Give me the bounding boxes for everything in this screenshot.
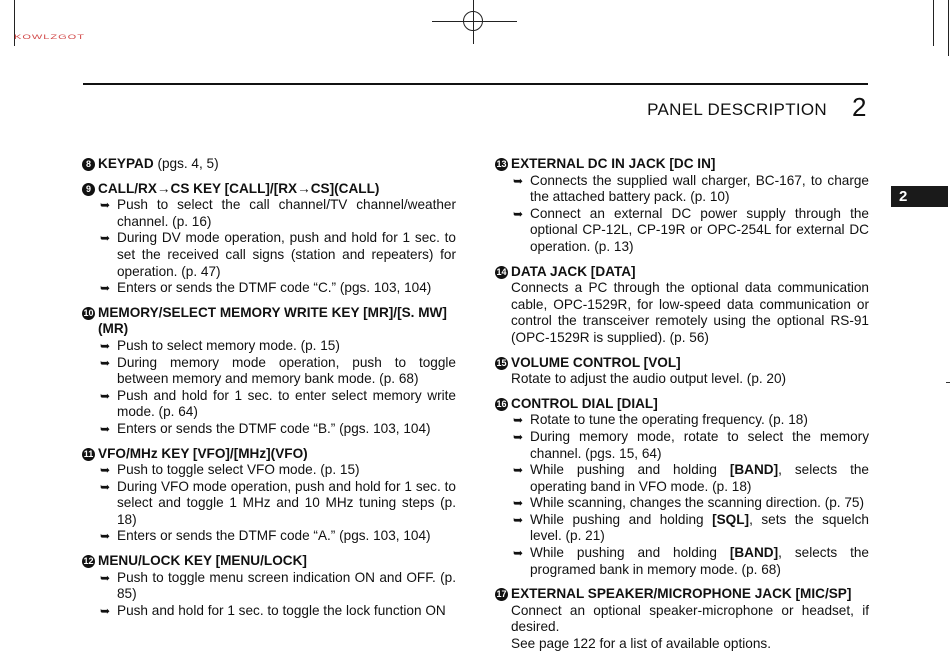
right-arrow-icon: ➥ bbox=[513, 413, 524, 428]
bullet: ➥ Push to select the call channel/TV channel/weather channel. (p. 16) bbox=[100, 197, 456, 229]
item-number-badge: 16 bbox=[496, 398, 507, 409]
item-title: VFO/MHz KEY [VFO]/[MHz](VFO) bbox=[98, 445, 308, 461]
item-title: MEMORY/SELECT MEMORY WRITE KEY [MR]/[S. MW](MR) bbox=[98, 304, 447, 337]
item-number-badge: 11 bbox=[83, 448, 94, 459]
section-number: 2 bbox=[852, 92, 867, 122]
bullet: ➥ Enters or sends the DTMF code “C.” (pgs. 103, 104) bbox=[100, 280, 432, 296]
right-arrow-icon: ➥ bbox=[100, 388, 111, 403]
item-pages: (pgs. 4, 5) bbox=[157, 156, 219, 171]
right-arrow-icon: ➥ bbox=[513, 429, 524, 444]
list-item bbox=[495, 156, 869, 256]
item-number-badge: 12 bbox=[83, 556, 94, 567]
bullet: ➥ During memory mode operation, push to toggle between memory and memory bank mode. (p. 68) bbox=[100, 354, 456, 387]
right-arrow-icon: ➥ bbox=[100, 281, 111, 296]
list-item bbox=[495, 355, 869, 388]
key-name: [BAND] bbox=[729, 545, 779, 561]
right-arrow-icon: ➥ bbox=[100, 479, 111, 494]
item-heading bbox=[495, 156, 869, 173]
item-description: Connect an optional speaker-microphone or headset, if desired. bbox=[511, 602, 869, 635]
right-arrow-icon: ➥ bbox=[513, 206, 524, 221]
item-heading bbox=[495, 355, 869, 372]
right-arrow-icon: ➥ bbox=[513, 546, 524, 561]
crop-mark-right bbox=[933, 0, 934, 46]
right-arrow-icon: ➥ bbox=[513, 173, 524, 188]
item-heading bbox=[82, 446, 456, 463]
list-item bbox=[495, 396, 869, 579]
list-item bbox=[82, 305, 456, 438]
right-arrow-icon: ➥ bbox=[513, 463, 524, 478]
list-item bbox=[82, 446, 456, 546]
left-column bbox=[82, 156, 456, 627]
item-heading bbox=[82, 156, 456, 173]
bullet: ➥ During memory mode, rotate to select the memory channel. (pgs. 15, 64) bbox=[513, 428, 869, 461]
crop-mark-right-outer bbox=[948, 0, 949, 56]
bullet: ➥ Rotate to tune the operating frequency. (p. 18) bbox=[513, 412, 808, 428]
bullet: ➥ While pushing and holding [BAND], selects the operating band in VFO mode. (p. 18) bbox=[513, 462, 869, 494]
item-number-badge: 15 bbox=[496, 357, 507, 368]
bullet: ➥ Enters or sends the DTMF code “A.” (pgs. 103, 104) bbox=[100, 528, 431, 544]
right-arrow-icon: ➥ bbox=[100, 529, 111, 544]
list-item bbox=[82, 181, 456, 297]
item-title: MENU/LOCK KEY [MENU/LOCK] bbox=[98, 553, 307, 569]
bullet: ➥ Push and hold for 1 sec. to toggle the lock function ON bbox=[100, 602, 446, 618]
right-arrow-icon: ➥ bbox=[100, 231, 111, 246]
bullet: ➥ While scanning, changes the scanning direction. (p. 75) bbox=[513, 495, 864, 511]
bullet: ➥ Push to toggle menu screen indication ON and OFF. (p. 85) bbox=[100, 569, 456, 602]
printer-code: KOWLZGOT bbox=[14, 34, 85, 41]
bullet: ➥ During VFO mode operation, push and hold for 1 sec. to select and toggle 1 MHz and 10 MHz tuning steps (p. 18) bbox=[100, 478, 456, 527]
right-arrow-icon: ➥ bbox=[100, 355, 111, 370]
list-item bbox=[495, 264, 869, 347]
item-title: EXTERNAL DC IN JACK [DC IN] bbox=[511, 156, 716, 171]
item-title: CALL/RX→CS KEY [CALL]/[RX→CS](CALL) bbox=[98, 180, 380, 196]
item-heading bbox=[82, 553, 456, 570]
section-title: PANEL DESCRIPTION bbox=[647, 100, 827, 119]
key-name: [SQL] bbox=[712, 511, 750, 527]
bullet: ➥ Push to toggle select VFO mode. (p. 15) bbox=[100, 462, 360, 478]
right-arrow-icon: ➥ bbox=[100, 603, 111, 618]
item-title: VOLUME CONTROL [VOL] bbox=[511, 354, 681, 370]
item-description-note: See page 122 for a list of available options. bbox=[511, 636, 771, 652]
item-number-badge: 8 bbox=[82, 158, 95, 171]
item-description: Rotate to adjust the audio output level. (p. 20) bbox=[511, 371, 787, 387]
item-number-badge: 17 bbox=[496, 589, 507, 600]
item-heading bbox=[495, 264, 869, 281]
header-rule bbox=[83, 83, 868, 85]
item-number-badge: 10 bbox=[83, 307, 94, 318]
bullet: ➥ Push and hold for 1 sec. to enter select memory write mode. (p. 64) bbox=[100, 387, 456, 420]
item-title: DATA JACK [DATA] bbox=[511, 263, 636, 279]
item-heading bbox=[495, 586, 869, 603]
item-title: CONTROL DIAL [DIAL] bbox=[511, 395, 658, 411]
bullet: ➥ Connects the supplied wall charger, BC-167, to charge the attached battery pack. (p. 10) bbox=[513, 172, 869, 205]
right-arrow-icon: ➥ bbox=[100, 198, 111, 213]
key-name: [BAND] bbox=[729, 462, 779, 478]
right-arrow-icon: ➥ bbox=[100, 338, 111, 353]
right-arrow-icon: ➥ bbox=[513, 512, 524, 527]
item-number-badge: 14 bbox=[496, 266, 507, 277]
item-description: Connects a PC through the optional data communication cable, OPC-1529R, for low-speed data communication or control the transceiver remotely using the optional RS-91 (OPC-1529R is supplied). (p. 56) bbox=[511, 280, 869, 345]
item-heading bbox=[82, 181, 456, 198]
right-arrow-icon: ➥ bbox=[100, 463, 111, 478]
bullet: ➥ While pushing and holding [SQL], sets the squelch level. (p. 21) bbox=[513, 511, 869, 544]
chapter-tab: 2 bbox=[891, 186, 948, 207]
right-arrow-icon: ➥ bbox=[513, 496, 524, 511]
right-column bbox=[495, 156, 869, 661]
bullet: ➥ Enters or sends the DTMF code “B.” (pgs. 103, 104) bbox=[100, 420, 431, 436]
item-heading bbox=[495, 396, 869, 413]
right-arrow-icon: ➥ bbox=[100, 421, 111, 436]
item-number-badge: 13 bbox=[496, 159, 507, 169]
right-arrow-icon: ➥ bbox=[100, 570, 111, 585]
item-number-badge: 9 bbox=[82, 183, 95, 196]
item-title: KEYPAD bbox=[98, 156, 154, 171]
item-heading bbox=[82, 305, 456, 338]
bullet: ➥ During DV mode operation, push and hold for 1 sec. to set the received call signs (station and repeaters) for operation. (p. 47) bbox=[100, 230, 456, 279]
edge-mark bbox=[946, 382, 950, 383]
item-title: EXTERNAL SPEAKER/MICROPHONE JACK [MIC/SP] bbox=[511, 586, 852, 602]
bullet: ➥ Push to select memory mode. (p. 15) bbox=[100, 337, 340, 353]
registration-mark-circle bbox=[463, 11, 483, 31]
bullet: ➥ Connect an external DC power supply through the optional CP-12L, CP-19R or OPC-254L for external DC operation. (p. 13) bbox=[513, 205, 869, 254]
bullet: ➥ While pushing and holding [BAND], selects the programed bank in memory mode. (p. 68) bbox=[513, 545, 869, 577]
list-item bbox=[82, 156, 456, 173]
list-item bbox=[82, 553, 456, 619]
